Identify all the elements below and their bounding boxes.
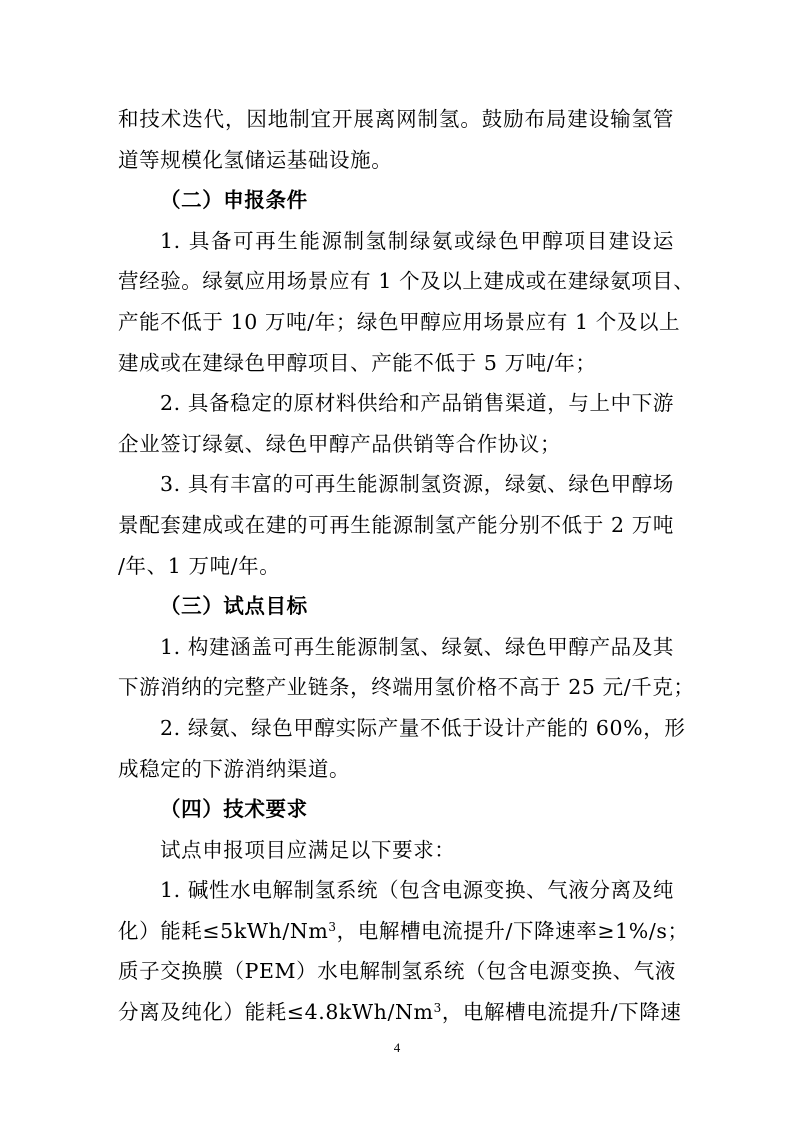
paragraph-line: 2. 具备稳定的原材料供给和产品销售渠道，与上中下游 [160,391,674,416]
paragraph-line: 下游消纳的完整产业链条，终端用氢价格不高于 25 元/千克； [118,675,695,700]
line-text-before: 化）能耗≤5kWh/Nm [118,918,329,943]
paragraph-line: 1. 具备可再生能源制氢制绿氨或绿色甲醇项目建设运 [160,228,674,253]
paragraph-line: 道等规模化氢储运基础设施。 [118,147,393,172]
paragraph-line: 1. 构建涵盖可再生能源制氢、绿氨、绿色甲醇产品及其 [160,634,674,659]
paragraph-line: 成稳定的下游消纳渠道。 [118,756,351,781]
paragraph-line: 建成或在建绿色甲醇项目、产能不低于 5 万吨/年； [118,350,597,375]
superscript-exponent: 3 [433,1001,442,1016]
paragraph-line: 试点申报项目应满足以下要求： [160,837,456,862]
section-heading-technical-requirements: （四）技术要求 [160,797,308,822]
line-text-before: 分离及纯化）能耗≤4.8kWh/Nm [118,1000,434,1025]
paragraph-line: 企业签订绿氨、绿色甲醇产品供销等合作协议； [118,431,562,456]
paragraph-line: 景配套建成或在建的可再生能源制氢产能分别不低于 2 万吨 [118,512,674,537]
paragraph-line: 营经验。绿氨应用场景应有 1 个及以上建成或在建绿氨项目、 [118,269,695,294]
section-heading-application-conditions: （二）申报条件 [160,188,308,213]
paragraph-line: 质子交换膜（PEM）水电解制氢系统（包含电源变换、气液 [118,959,676,984]
superscript-exponent: 3 [328,919,337,934]
paragraph-line: /年、1 万吨/年。 [118,553,281,578]
paragraph-line: 3. 具有丰富的可再生能源制氢资源，绿氨、绿色甲醇场 [160,472,674,497]
paragraph-line: 和技术迭代，因地制宜开展离网制氢。鼓励布局建设输氢管 [118,107,674,131]
paragraph-line-with-superscript [118,911,689,952]
line-text-after: ，电解槽电流提升/下降速率≥1%/s； [336,918,689,943]
line-text-after: ，电解槽电流提升/下降速 [441,1000,682,1025]
document-body [118,99,695,1033]
section-heading-pilot-targets: （三）试点目标 [160,594,308,619]
paragraph-line: 1. 碱性水电解制氢系统（包含电源变换、气液分离及纯 [160,878,674,903]
paragraph-line: 产能不低于 10 万吨/年；绿色甲醇应用场景应有 1 个及以上 [118,309,681,334]
page-number: 4 [393,1040,401,1055]
paragraph-line-with-superscript [118,992,682,1033]
paragraph-line: 2. 绿氨、绿色甲醇实际产量不低于设计产能的 60%，形 [160,715,686,740]
